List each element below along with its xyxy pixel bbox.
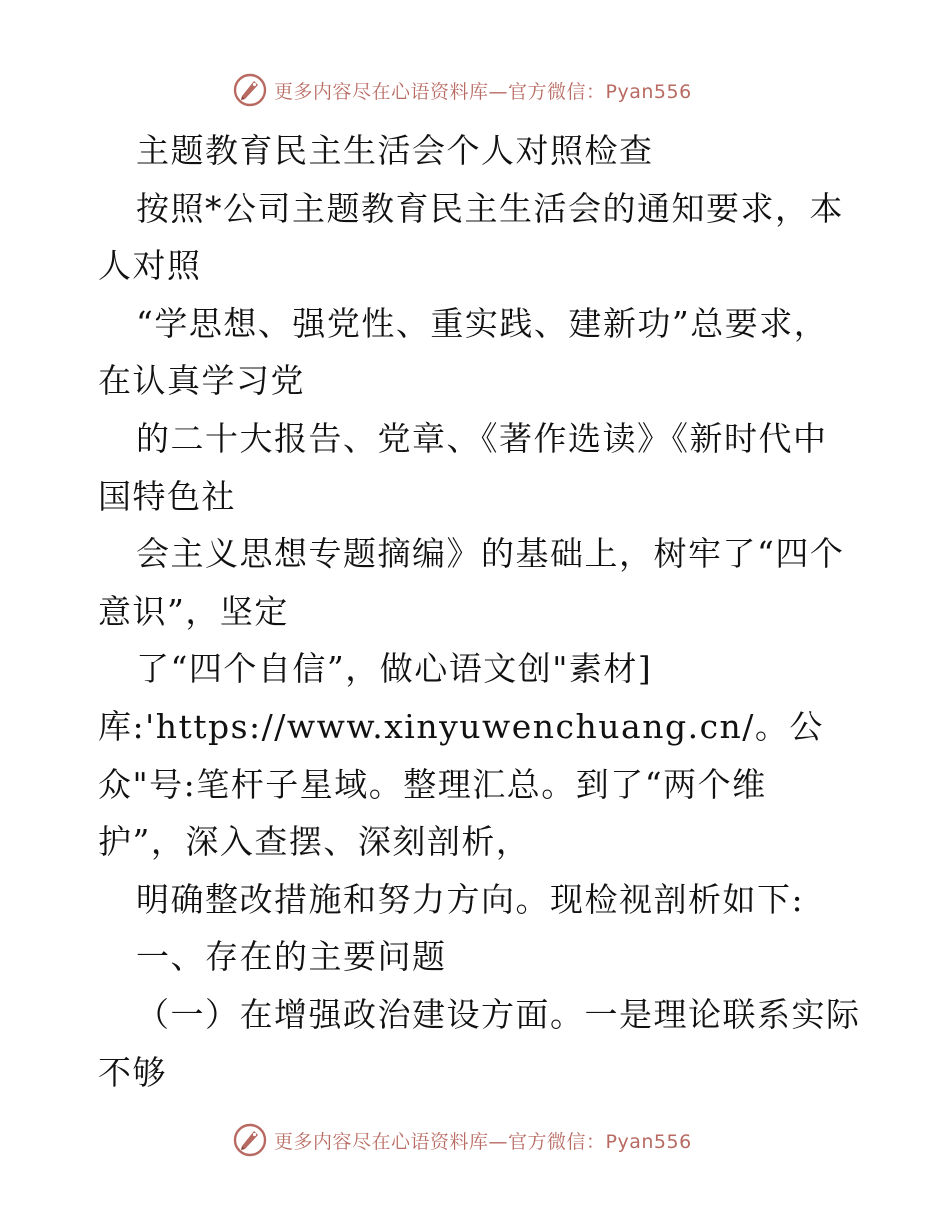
text-line: 按照*公司主题教育民主生活会的通知要求，本 [136, 188, 844, 228]
document-body [98, 122, 868, 1101]
text-line: 的二十大报告、党章、《著作选读》《新时代中 [136, 418, 828, 458]
text-line: 主题教育民主生活会个人对照检查 [136, 131, 654, 170]
text-line: 了“四个自信”，做心语文创"素材] [136, 649, 653, 689]
text-line: （一）在增强政治建设方面。一是理论联系实际 [136, 994, 861, 1034]
text-line: 不够 [98, 1052, 167, 1092]
text-line: 意识”，坚定 [98, 591, 289, 631]
text-line: 在认真学习党 [98, 361, 305, 401]
watermark-text: 更多内容尽在心语资料库—官方微信：Pyan556 [274, 1130, 692, 1153]
text-line: 国特色社 [98, 476, 236, 516]
watermark-text: 更多内容尽在心语资料库—官方微信：Pyan556 [274, 80, 692, 103]
text-line: 一、存在的主要问题 [136, 937, 447, 977]
header-watermark-banner [232, 72, 692, 108]
text-line: “学思想、强党性、重实践、建新功”总要求， [136, 303, 829, 343]
text-line: 会主义思想专题摘编》的基础上，树牢了“四个 [136, 534, 845, 574]
text-line: 人对照 [98, 246, 202, 286]
footer-watermark-banner [232, 1122, 692, 1158]
pen-nib-logo-icon [232, 72, 268, 108]
pen-nib-logo-icon [232, 1122, 268, 1158]
text-line: 明确整改措施和努力方向。现检视剖析如下: [136, 879, 805, 919]
text-line: 库:'https://www.xinyuwenchuang.cn/。公 [98, 706, 824, 746]
text-line: 护”，深入查摆、深刻剖析， [98, 822, 531, 862]
text-line: 众"号:笔杆子星域。整理汇总。到了“两个维 [98, 764, 767, 804]
